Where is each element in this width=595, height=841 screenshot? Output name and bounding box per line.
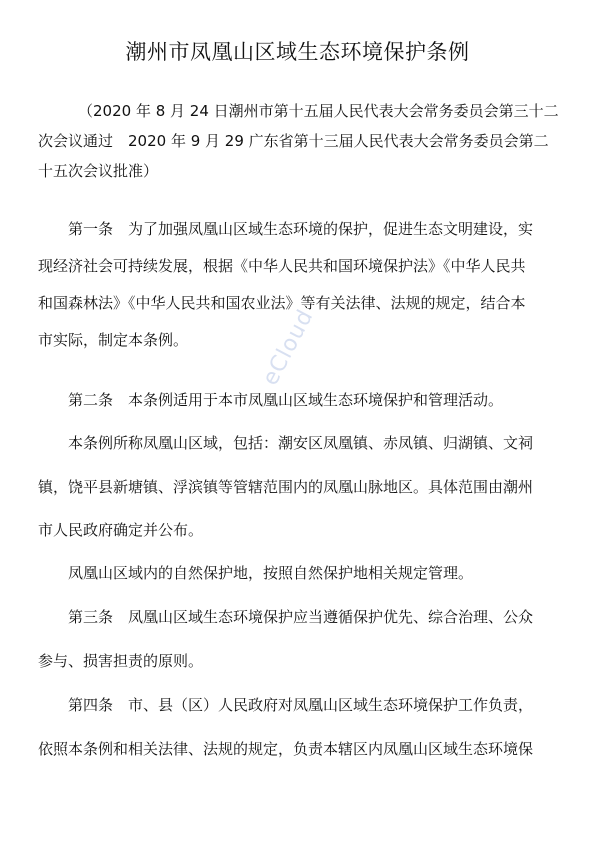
- article-line: 依照本条例和相关法律、法规的规定，负责本辖区内凤凰山区域生态环境保: [38, 740, 534, 758]
- article-line: 第二条 本条例适用于本市凤凰山区域生态环境保护和管理活动。: [68, 391, 504, 409]
- article-line: 市人民政府确定并公布。: [38, 521, 204, 539]
- approval-line: （2020 年 8 月 24 日潮州市第十五届人民代表大会常务委员会第三十二: [78, 102, 559, 120]
- watermark-logo: eCloud: [258, 305, 319, 390]
- article-line: 现经济社会可持续发展，根据《中华人民共和国环境保护法》《中华人民共: [38, 257, 526, 275]
- article-line: 凤凰山区域内的自然保护地，按照自然保护地相关规定管理。: [68, 564, 474, 582]
- article-line: 第一条 为了加强凤凰山区域生态环境的保护，促进生态文明建设，实: [68, 220, 534, 238]
- article-line: 参与、损害担责的原则。: [38, 652, 204, 670]
- article-line: 市实际，制定本条例。: [38, 331, 189, 349]
- article-line: 本条例所称凤凰山区域，包括：潮安区凤凰镇、赤凤镇、归湖镇、文祠: [68, 434, 534, 452]
- approval-line: 次会议通过 2020 年 9 月 29 广东省第十三届人民代表大会常务委员会第二: [38, 132, 549, 150]
- article-line: 和国森林法》《中华人民共和国农业法》等有关法律、法规的规定，结合本: [38, 294, 526, 312]
- document-title: 潮州市凤凰山区域生态环境保护条例: [125, 40, 470, 64]
- approval-line: 十五次会议批准）: [38, 162, 159, 180]
- article-line: 镇，饶平县新塘镇、浮滨镇等管辖范围内的凤凰山脉地区。具体范围由潮州: [38, 478, 534, 496]
- article-line: 第四条 市、县（区）人民政府对凤凰山区域生态环境保护工作负责，: [68, 696, 534, 714]
- article-line: 第三条 凤凰山区域生态环境保护应当遵循保护优先、综合治理、公众: [68, 608, 534, 626]
